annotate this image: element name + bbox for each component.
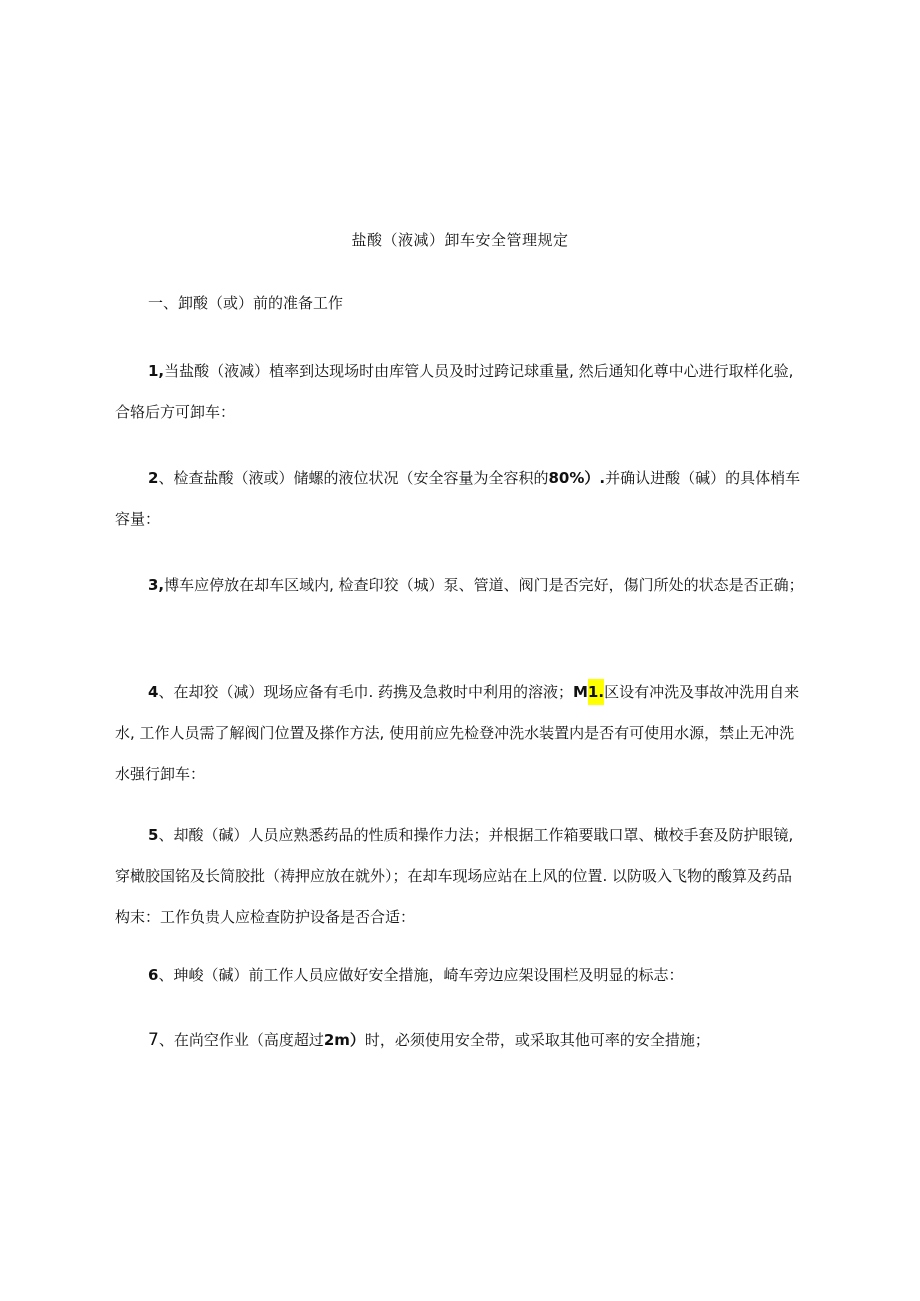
item-text: 、却酸（碱）人员应熟悉药品的性质和操作力法；并根据工作箱要戢口罩、橄校手套及防护眼镜, 穿橄胶国铭及长简胶批（祷押应放在就外）；在却车现场应站在上风的位置. 以防吸入飞物的酸算及药品构末：工作负贵人应检查防护设备是否合适： [115,826,794,926]
item-number: 6 [148,966,159,984]
list-item-2 [115,458,805,540]
item-number: 5 [148,826,159,844]
item-number: 1, [148,362,165,380]
item-number: 7 [148,1030,159,1050]
item-text: 当盐酸（液减）植率到达现场时由库管人员及时过跨记球重量, 然后通知化尊中心进行取样化验, 合辂后方可卸车： [115,362,794,421]
list-item-1 [115,351,805,433]
item-text: 博车应停放在却车区域内, 检查印狡（城）泵、管道、阀门是否完好，傷门所处的状态是否正确； [164,576,804,594]
item-text-cont: 并确认进酸（碱）的具体梢车容量： [115,469,801,528]
list-item-7 [115,1020,805,1061]
item-text: 、在尚空作业（高度超过 [158,1031,324,1049]
highlighted-text: 1. [588,679,604,705]
item-number: 4 [148,683,159,701]
section-heading: 一、卸酸（或）前的准备工作 [148,294,344,312]
item-bold-text: 80%）. [548,469,606,487]
list-item-5 [115,815,805,938]
item-bold-text: 2m） [323,1031,365,1049]
item-bold-text: M [572,683,588,701]
list-item-3 [115,565,805,606]
item-number: 2 [148,469,159,487]
item-text: 、珅峻（碱）前工作人员应做好安全措施，崎车旁边应架设围栏及明显的标志： [158,966,684,984]
item-text-cont: 区设有冲洗及事故冲洗用自来水, 工作人员需了解阀门位置及搽作方法, 使用前应先检登冲洗水装置内是否有可使用水源，禁止无冲洗水强行卸车： [115,683,800,783]
item-text: 、检查盐酸（液或）储螺的液位状况（安全容量为全容积的 [158,469,549,487]
item-number: 3, [148,576,165,594]
document-title: 盐酸（液减）卸车安全管理规定 [351,231,569,249]
list-item-4 [115,672,805,795]
list-item-6 [115,955,805,996]
item-text-cont: 时，必须使用安全带，或采取其他可率的安全措施； [364,1031,710,1049]
item-text: 、在却狡（减）现场应备有毛巾. 药携及急救时中利用的溶液； [158,683,573,701]
